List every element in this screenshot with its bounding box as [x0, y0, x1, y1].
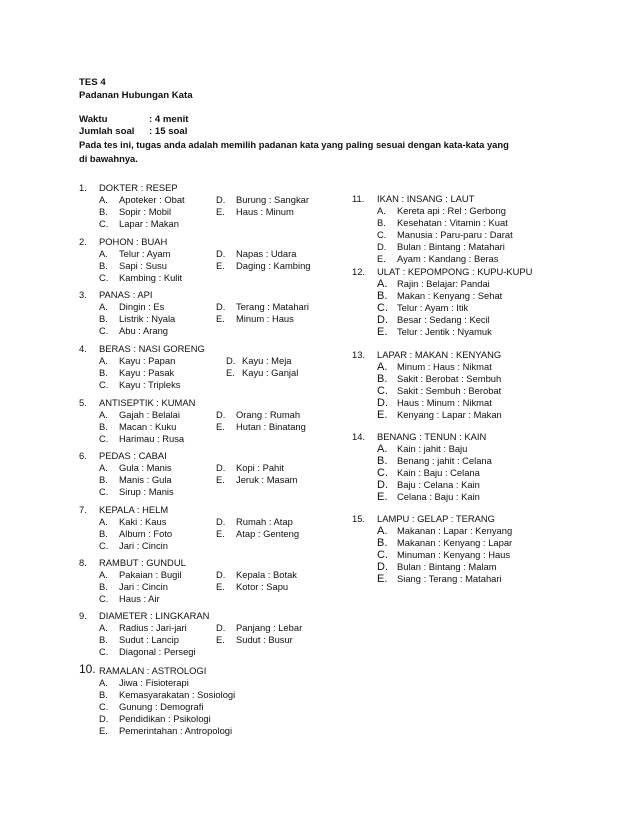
option-letter: A. [377, 278, 388, 290]
option-a [377, 278, 490, 291]
question-title: KEPALA : HELM [99, 504, 169, 515]
option-letter: B. [377, 537, 388, 549]
option-c [377, 549, 510, 562]
option-letter: A. [99, 569, 108, 580]
option-letter: E. [377, 573, 388, 585]
option-letter: A. [99, 248, 108, 259]
option-d [377, 479, 480, 492]
question-number: 14. [352, 431, 366, 442]
option-d [216, 622, 302, 634]
question-title: LAMPU : GELAP : TERANG [377, 513, 495, 524]
option-text: Jari : Cincin [119, 581, 168, 592]
option-d [226, 355, 292, 367]
question-title: RAMALAN : ASTROLOGI [99, 665, 207, 676]
time-row [79, 114, 188, 126]
option-letter: A. [99, 677, 108, 688]
option-letter: A. [99, 462, 108, 473]
option-d [377, 397, 492, 410]
question-number: 4. [79, 343, 87, 354]
option-letter: A. [99, 194, 108, 205]
test-title: Padanan Hubungan Kata [79, 90, 193, 101]
option-text: Kayu : Meja [242, 355, 292, 366]
option-letter: E. [99, 725, 108, 736]
option-b [99, 689, 235, 701]
option-e [216, 634, 293, 646]
option-letter: B. [99, 528, 108, 539]
question-title: POHON : BUAH [99, 236, 168, 247]
question-number: 9. [79, 610, 87, 621]
option-e [216, 581, 288, 593]
option-e [216, 260, 311, 272]
option-text: Baju : Celana : Kain [397, 479, 480, 490]
option-letter: D. [377, 479, 388, 491]
option-text: Kain : Baju : Celana [397, 467, 480, 478]
option-b [377, 455, 492, 468]
option-text: Jiwa : Fisioterapi [119, 677, 189, 688]
option-text: Kotor : Sapu [236, 581, 289, 592]
question-number: 8. [79, 557, 87, 568]
option-d [216, 194, 309, 206]
option-text: Kepala : Botak [236, 569, 297, 580]
option-letter: C. [377, 302, 388, 314]
option-c [99, 325, 168, 337]
option-text: Kenyang : Lapar : Makan [397, 409, 502, 420]
option-text: Ayam : Kandang : Beras [397, 253, 499, 264]
option-letter: C. [99, 272, 109, 283]
option-a [99, 516, 166, 528]
option-c [99, 540, 168, 552]
question-number: 2. [79, 236, 87, 247]
option-d [216, 569, 297, 581]
instructions: Pada tes ini, tugas anda adalah memilih padanan kata yang paling sesuai dengan kata-kata yang di bawahnya. [79, 139, 509, 164]
option-text: Sapi : Susu [119, 260, 167, 271]
option-letter: B. [99, 421, 108, 432]
option-c [377, 229, 513, 241]
question-number: 3. [79, 289, 87, 300]
option-a [99, 462, 172, 474]
option-e [216, 474, 297, 486]
option-e [216, 421, 306, 433]
option-text: Kaki : Kaus [119, 516, 167, 527]
question-number: 13. [352, 349, 366, 360]
option-b [99, 313, 175, 325]
question-13 [352, 349, 552, 424]
option-letter: E. [377, 326, 388, 338]
option-letter: C. [377, 467, 388, 479]
option-letter: C. [377, 385, 388, 397]
option-text: Terang : Matahari [236, 301, 309, 312]
question-number: 10. [79, 662, 96, 676]
option-text: Siang : Terang : Matahari [397, 573, 502, 584]
option-text: Kambing : Kulit [119, 272, 183, 283]
question-number: 12. [352, 266, 366, 277]
option-letter: B. [99, 367, 108, 378]
option-c [99, 272, 182, 284]
option-letter: E. [216, 474, 225, 485]
option-letter: D. [216, 622, 226, 633]
option-a [99, 248, 170, 260]
option-letter: E. [216, 260, 225, 271]
option-text: Pemerintahan : Antropologi [119, 725, 233, 736]
option-letter: E. [216, 528, 225, 539]
option-c [99, 433, 184, 445]
option-e [377, 326, 492, 339]
option-text: Macan : Kuku [119, 421, 177, 432]
question-number: 6. [79, 450, 87, 461]
option-text: Diagonal : Persegi [119, 646, 196, 657]
option-a [99, 409, 180, 421]
question-title: IKAN : INSANG : LAUT [377, 193, 475, 204]
option-letter: D. [377, 241, 387, 252]
option-letter: A. [377, 443, 388, 455]
option-c [377, 467, 480, 480]
option-letter: B. [377, 217, 386, 228]
option-letter: D. [216, 248, 226, 259]
option-text: Orang : Rumah [236, 409, 301, 420]
option-text: Pakaian : Bugil [119, 569, 182, 580]
option-letter: D. [216, 462, 226, 473]
option-letter: C. [99, 540, 109, 551]
option-letter: E. [216, 421, 225, 432]
question-title: DIAMETER : LINGKARAN [99, 610, 210, 621]
test-number: TES 4 [79, 77, 106, 88]
question-12 [352, 266, 552, 341]
option-text: Lapar : Makan [119, 218, 179, 229]
option-d [377, 314, 490, 327]
question-15 [352, 513, 552, 588]
option-e [216, 313, 294, 325]
option-letter: B. [377, 455, 388, 467]
option-letter: E. [216, 634, 225, 645]
option-letter: B. [377, 290, 388, 302]
option-letter: B. [99, 474, 108, 485]
count-row [79, 126, 187, 138]
option-text: Radius : Jari-jari [119, 622, 187, 633]
option-e [216, 528, 299, 540]
option-text: Kayu : Tripleks [119, 379, 181, 390]
option-c [99, 486, 174, 498]
option-letter: B. [99, 689, 108, 700]
option-b [99, 367, 174, 379]
question-number: 7. [79, 504, 87, 515]
option-d [216, 248, 296, 260]
option-letter: D. [377, 397, 388, 409]
time-label: Waktu [79, 114, 108, 125]
option-e [226, 367, 298, 379]
option-d [377, 241, 505, 253]
option-letter: A. [99, 622, 108, 633]
option-c [99, 218, 179, 230]
option-text: Jeruk : Masam [236, 474, 298, 485]
option-text: Album : Foto [119, 528, 173, 539]
option-text: Burung : Sangkar [236, 194, 309, 205]
option-text: Jari : Cincin [119, 540, 168, 551]
option-letter: B. [99, 634, 108, 645]
option-a [99, 355, 175, 367]
question-title: LAPAR : MAKAN : KENYANG [377, 349, 502, 360]
option-c [377, 302, 468, 315]
question-title: ULAT : KEPOMPONG : KUPU-KUPU [377, 266, 533, 277]
option-text: Daging : Kambing [236, 260, 311, 271]
option-text: Bulan : Bintang : Matahari [397, 241, 505, 252]
question-14 [352, 431, 552, 506]
option-e [216, 206, 294, 218]
option-d [216, 516, 293, 528]
option-text: Sakit : Sembuh : Berobat [397, 385, 502, 396]
option-a [99, 194, 185, 206]
option-text: Haus : Minum [236, 206, 294, 217]
option-text: Telur : Jentik : Nyamuk [397, 326, 492, 337]
question-11 [352, 193, 552, 268]
option-text: Kayu : Pasak [119, 367, 175, 378]
option-letter: C. [99, 486, 109, 497]
option-text: Minuman : Kenyang : Haus [397, 549, 511, 560]
option-d [216, 409, 300, 421]
option-text: Sopir : Mobil [119, 206, 172, 217]
option-letter: A. [99, 516, 108, 527]
option-text: Makanan : Kenyang : Lapar [397, 537, 513, 548]
option-c [99, 379, 180, 391]
option-text: Rajin : Belajar: Pandai [397, 278, 490, 289]
option-e [99, 725, 232, 737]
option-letter: D. [377, 561, 388, 573]
option-a [99, 301, 164, 313]
question-10 [79, 662, 339, 740]
question-title: BERAS : NASI GORENG [99, 343, 205, 354]
option-b [99, 421, 176, 433]
option-b [99, 260, 167, 272]
option-text: Bulan : Bintang : Malam [397, 561, 497, 572]
option-letter: E. [216, 313, 225, 324]
option-b [99, 528, 172, 540]
option-text: Haus : Air [119, 593, 160, 604]
option-b [99, 581, 168, 593]
option-a [377, 205, 506, 217]
question-title: PEDAS : CABAI [99, 450, 167, 461]
option-letter: D. [216, 301, 226, 312]
option-letter: D. [216, 194, 226, 205]
option-text: Kayu : Papan [119, 355, 176, 366]
option-a [377, 361, 492, 374]
option-text: Manis : Gula [119, 474, 172, 485]
option-letter: A. [99, 355, 108, 366]
time-value: : 4 menit [149, 114, 189, 125]
option-e [377, 491, 480, 504]
count-value: : 15 soal [149, 126, 188, 137]
option-text: Celana : Baju : Kain [397, 491, 480, 502]
option-letter: C. [99, 218, 109, 229]
option-letter: C. [99, 433, 109, 444]
option-text: Gunung : Demografi [119, 701, 204, 712]
option-text: Panjang : Lebar [236, 622, 303, 633]
option-text: Dingin : Es [119, 301, 165, 312]
option-e [377, 253, 498, 265]
option-letter: D. [99, 713, 109, 724]
option-text: Abu : Arang [119, 325, 168, 336]
option-text: Makan : Kenyang : Sehat [397, 290, 503, 301]
option-letter: E. [216, 581, 225, 592]
option-d [216, 462, 284, 474]
option-letter: C. [99, 379, 109, 390]
option-text: Hutan : Binatang [236, 421, 306, 432]
option-text: Gajah : Belalai [119, 409, 180, 420]
option-text: Minum : Haus [236, 313, 294, 324]
option-text: Makanan : Lapar : Kenyang [397, 525, 513, 536]
option-text: Sudut : Lancip [119, 634, 179, 645]
option-d [99, 713, 211, 725]
option-text: Manusia : Paru-paru : Darat [397, 229, 513, 240]
option-letter: B. [99, 313, 108, 324]
option-b [377, 537, 512, 550]
option-a [377, 443, 467, 456]
option-text: Kain : jahit : Baju [397, 443, 468, 454]
option-d [216, 301, 309, 313]
option-b [377, 217, 508, 229]
option-letter: A. [99, 301, 108, 312]
count-label: Jumlah soal [79, 126, 135, 137]
option-text: Kereta api : Rel : Gerbong [397, 205, 506, 216]
option-text: Gula : Manis [119, 462, 172, 473]
question-number: 11. [352, 193, 365, 204]
option-c [99, 646, 196, 658]
option-text: Haus : Minum : Nikmat [397, 397, 492, 408]
question-title: RAMBUT : GUNDUL [99, 557, 186, 568]
question-title: ANTISEPTIK : KUMAN [99, 397, 196, 408]
option-letter: A. [99, 409, 108, 420]
option-letter: C. [377, 229, 387, 240]
option-text: Listrik : Nyala [119, 313, 176, 324]
option-text: Napas : Udara [236, 248, 297, 259]
option-a [99, 622, 187, 634]
option-d [377, 561, 497, 574]
option-text: Rumah : Atap [236, 516, 293, 527]
option-letter: A. [377, 205, 386, 216]
question-number: 1. [79, 182, 87, 193]
option-text: Sirup : Manis [119, 486, 174, 497]
option-letter: A. [377, 361, 388, 373]
option-e [377, 409, 502, 422]
option-letter: D. [226, 355, 236, 366]
option-letter: D. [216, 516, 226, 527]
option-letter: E. [377, 491, 388, 503]
option-text: Sakit : Berobat : Sembuh [397, 373, 502, 384]
option-letter: A. [377, 525, 388, 537]
option-letter: C. [99, 646, 109, 657]
option-text: Kemasyarakatan : Sosiologi [119, 689, 236, 700]
option-text: Kopi : Pahit [236, 462, 284, 473]
option-letter: B. [377, 373, 388, 385]
question-title: BENANG : TENUN : KAIN [377, 431, 487, 442]
option-letter: E. [377, 253, 386, 264]
option-letter: C. [377, 549, 388, 561]
option-text: Telur : Ayam : Itik [397, 302, 469, 313]
option-text: Kayu : Ganjal [242, 367, 299, 378]
question-number: 15. [352, 513, 366, 524]
option-b [377, 290, 502, 303]
option-text: Harimau : Rusa [119, 433, 185, 444]
option-letter: B. [99, 581, 108, 592]
option-a [99, 569, 182, 581]
option-letter: D. [216, 409, 226, 420]
option-text: Telur : Ayam [119, 248, 171, 259]
option-text: Besar : Sedang : Kecil [397, 314, 490, 325]
option-c [99, 593, 160, 605]
option-b [377, 373, 501, 386]
question-number: 5. [79, 397, 87, 408]
option-a [377, 525, 512, 538]
option-text: Minum : Haus : Nikmat [397, 361, 492, 372]
option-letter: E. [216, 206, 225, 217]
option-text: Sudut : Busur [236, 634, 293, 645]
option-letter: D. [377, 314, 388, 326]
option-text: Apoteker : Obat [119, 194, 185, 205]
option-b [99, 474, 172, 486]
option-c [377, 385, 501, 398]
question-title: DOKTER : RESEP [99, 182, 178, 193]
option-b [99, 634, 179, 646]
option-letter: C. [99, 593, 109, 604]
option-letter: E. [226, 367, 235, 378]
option-a [99, 677, 189, 689]
option-b [99, 206, 171, 218]
option-letter: C. [99, 701, 109, 712]
option-text: Kesehatan : Vitamin : Kuat [397, 217, 508, 228]
question-title: PANAS : API [99, 289, 153, 300]
option-letter: D. [216, 569, 226, 580]
option-c [99, 701, 203, 713]
option-text: Atap : Genteng [236, 528, 300, 539]
option-letter: B. [99, 260, 108, 271]
option-e [377, 573, 502, 586]
option-letter: C. [99, 325, 109, 336]
option-text: Pendidikan : Psikologi [119, 713, 211, 724]
option-letter: B. [99, 206, 108, 217]
option-letter: E. [377, 409, 388, 421]
option-text: Benang : jahit : Celana [397, 455, 492, 466]
